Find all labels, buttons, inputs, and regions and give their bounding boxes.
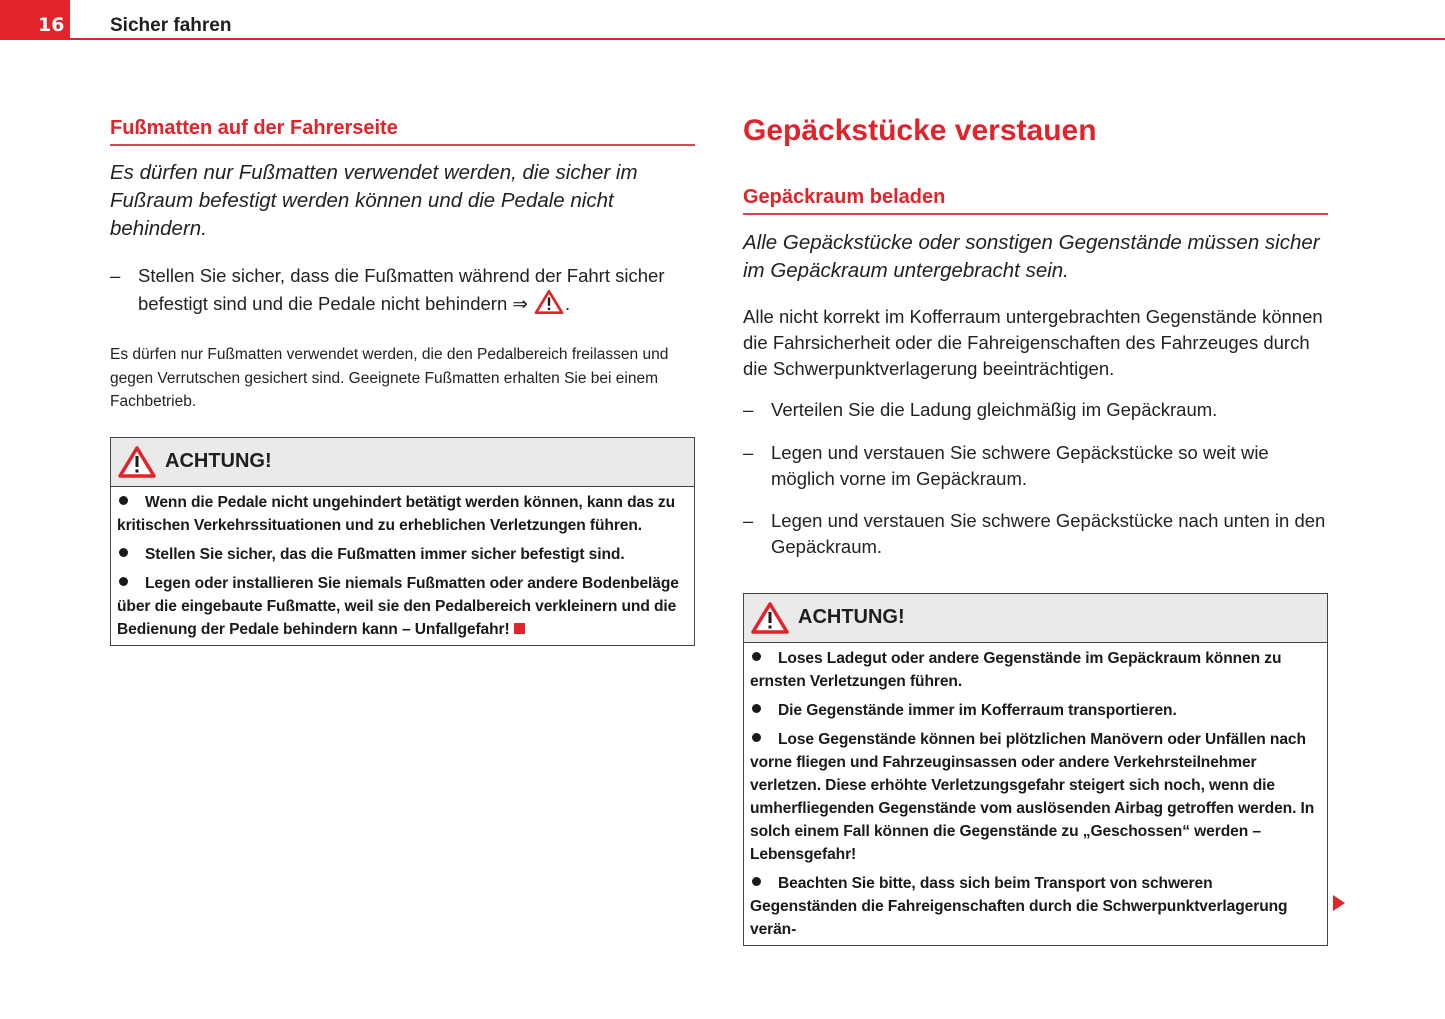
- body-paragraph: Alle nicht korrekt im Kofferraum untergebrachten Gegenstände können die Fahrsicherheit oder die Fahreigenschaften des Fahrzeuges durch die Schwerpunktverlagerung beeinträchtigen.: [743, 306, 1323, 379]
- warning-item-text: Legen oder installieren Sie niemals Fußmatten oder andere Bodenbeläge über die eingebaute Fußmatte, weil sie den Pedalbereich verkleinern und die Bedienung der Pedale behindern kann – Unfallgefahr!: [117, 575, 679, 638]
- warning-item-text: Loses Ladegut oder andere Gegenstände im Gepäckraum können zu ernsten Verletzungen führen.: [750, 650, 1282, 690]
- warning-triangle-icon: [117, 445, 157, 479]
- section-rule: [110, 144, 695, 146]
- warning-header: [744, 594, 1327, 643]
- warning-item: [750, 728, 1321, 866]
- warning-item-text: Beachten Sie bitte, dass sich beim Transport von schweren Gegenständen die Fahreigenschaften durch die Schwerpunktverlagerung verän-: [750, 875, 1288, 938]
- warning-item: [117, 543, 688, 566]
- warning-item-text: Stellen Sie sicher, das die Fußmatten immer sicher befestigt sind.: [145, 546, 625, 563]
- instruction-text: Verteilen Sie die Ladung gleichmäßig im Gepäckraum.: [771, 399, 1218, 420]
- bullet-icon: [750, 872, 778, 895]
- dash-marker: –: [743, 399, 754, 420]
- warning-item: [750, 872, 1321, 941]
- bullet-icon: [117, 543, 145, 566]
- lead-paragraph: Es dürfen nur Fußmatten verwendet werden, die sicher im Fußraum befestigt werden können und die Pedale nicht behindern.: [110, 161, 638, 240]
- bullet-icon: [117, 572, 145, 595]
- next-page-arrow-icon[interactable]: [1333, 895, 1345, 911]
- instruction-text: Legen und verstauen Sie schwere Gepäckstücke so weit wie möglich vorne im Gepäckraum.: [771, 442, 1269, 489]
- instruction-item: [110, 263, 695, 317]
- bullet-icon: [750, 647, 778, 670]
- warning-title: ACHTUNG!: [165, 450, 272, 472]
- chapter-heading: Gepäckstücke verstauen: [743, 114, 1097, 147]
- warning-item: [750, 647, 1321, 693]
- section-rule: [743, 213, 1328, 215]
- reference-arrow: ⇒: [512, 293, 528, 314]
- lead-paragraph: Alle Gepäckstücke oder sonstigen Gegenstände müssen sicher im Gepäckraum untergebracht sein.: [743, 231, 1320, 282]
- end-of-section-marker-icon: [514, 623, 525, 634]
- reference-suffix: .: [565, 293, 571, 314]
- instruction-text: Stellen Sie sicher, dass die Fußmatten während der Fahrt sicher befestigt sind und die Pedale nicht behindern: [138, 265, 665, 314]
- bullet-icon: [750, 728, 778, 751]
- instruction-item: [743, 397, 1328, 423]
- dash-marker: –: [743, 442, 754, 463]
- chapter-title: Sicher fahren: [110, 15, 232, 36]
- warning-box: [110, 437, 695, 646]
- section-title-fussmatten: Fußmatten auf der Fahrerseite: [110, 117, 398, 139]
- instruction-item: [743, 508, 1328, 560]
- dash-marker: –: [110, 265, 121, 286]
- warning-item-text: Die Gegenstände immer im Kofferraum transportieren.: [778, 702, 1177, 719]
- page-number: 16: [0, 0, 70, 40]
- note-paragraph: Es dürfen nur Fußmatten verwendet werden, die den Pedalbereich freilassen und gegen Verrutschen gesichert sind. Geeignete Fußmatten erhalten Sie bei einem Fachbetrieb.: [110, 346, 669, 410]
- warning-list: [744, 643, 1327, 945]
- warning-item: [117, 572, 688, 641]
- warning-item-text: Lose Gegenstände können bei plötzlichen Manövern oder Unfällen nach vorne fliegen und Fahrzeuginsassen oder andere Verkehrsteilnehmer verletzen. Diese erhöhte Verletzungsgefahr steigert sich noch, wenn die umherfliegenden Gegenstände vom auslösenden Airbag getroffen werden. In solch einem Fall können die Gegenstände zu „Geschossen“ werden – Lebensgefahr!: [750, 731, 1315, 863]
- warning-triangle-icon: [750, 601, 790, 635]
- instruction-text: Legen und verstauen Sie schwere Gepäckstücke nach unten in den Gepäckraum.: [771, 510, 1326, 557]
- warning-item: [750, 699, 1321, 722]
- section-title-gepaeckraum: Gepäckraum beladen: [743, 186, 946, 208]
- warning-list: [111, 487, 694, 645]
- warning-title: ACHTUNG!: [798, 606, 905, 628]
- warning-box: [743, 593, 1328, 946]
- instruction-item: [743, 440, 1328, 492]
- dash-marker: –: [743, 510, 754, 531]
- bullet-icon: [750, 699, 778, 722]
- warning-triangle-icon[interactable]: [533, 289, 565, 315]
- bullet-icon: [117, 491, 145, 514]
- warning-item: [117, 491, 688, 537]
- warning-item-text: Wenn die Pedale nicht ungehindert betätigt werden können, kann das zu kritischen Verkehrssituationen und zu erheblichen Verletzungen führen.: [117, 494, 675, 534]
- header-rule: [0, 38, 1445, 40]
- warning-header: [111, 438, 694, 487]
